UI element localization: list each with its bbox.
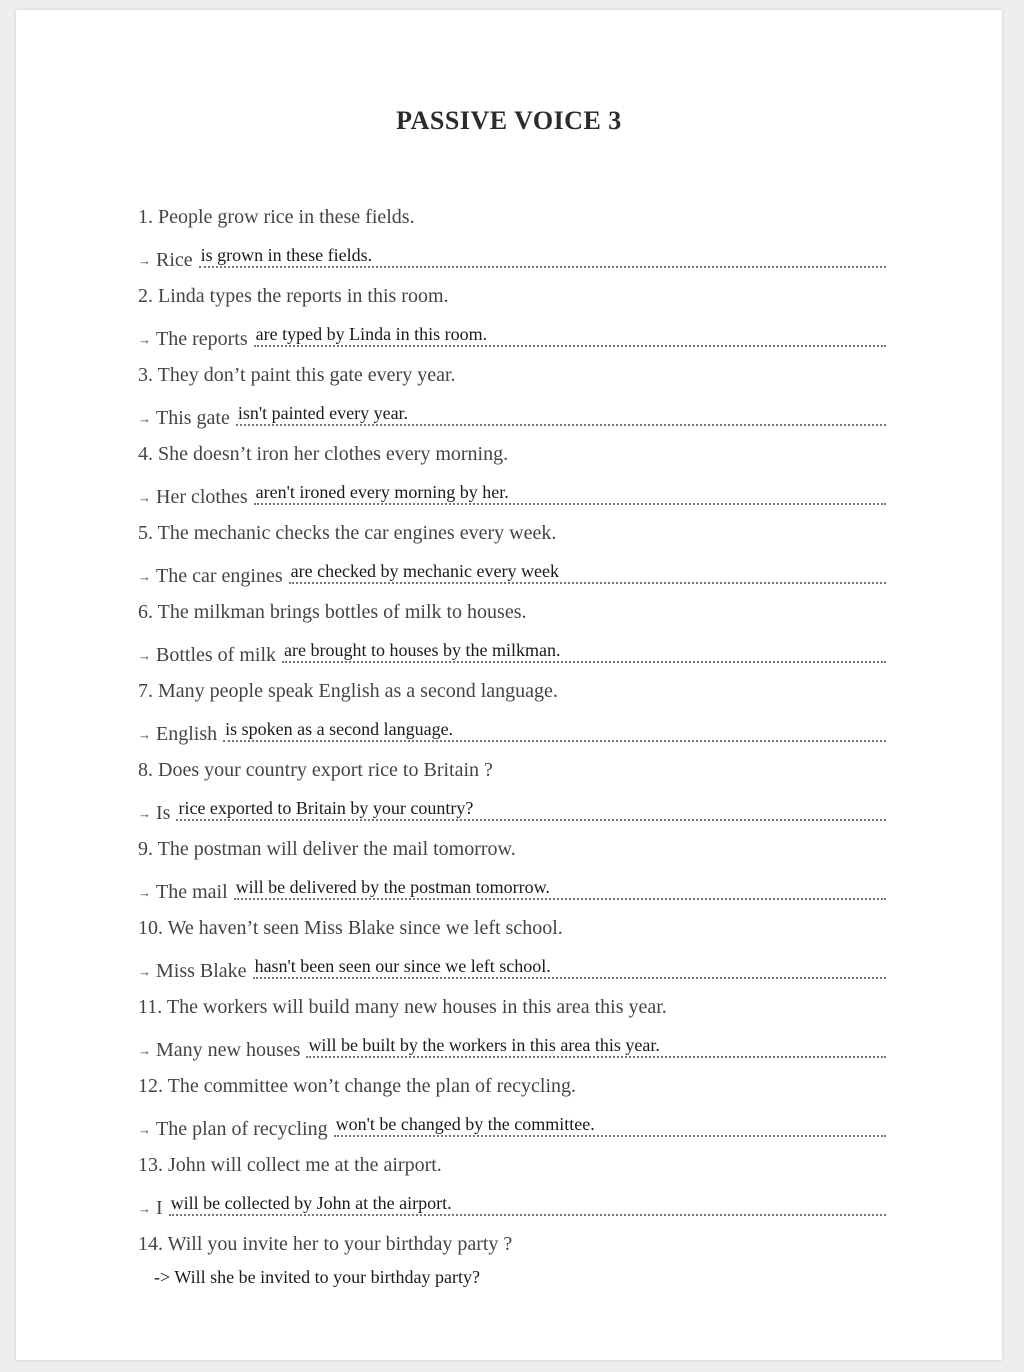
- question-text: 10. We haven’t seen Miss Blake since we left school.: [138, 917, 563, 939]
- filled-answer: are typed by Linda in this room.: [255, 324, 488, 344]
- filled-answer: is spoken as a second language.: [225, 719, 454, 739]
- answer-blank[interactable]: [223, 714, 886, 742]
- answer-blank[interactable]: [176, 793, 886, 821]
- exercise-list: [138, 200, 888, 1306]
- arrow-icon: →: [138, 1122, 151, 1137]
- answer-line: [138, 797, 886, 825]
- worksheet-page: [16, 10, 1002, 1360]
- answer-line: [138, 560, 886, 588]
- answer-line: [138, 876, 886, 904]
- question-text: 3. They don’t paint this gate every year.: [138, 364, 456, 386]
- answer-line: [138, 1192, 886, 1220]
- answer-lead: Many new houses: [156, 1039, 301, 1061]
- arrow-icon: →: [138, 648, 151, 663]
- arrow-icon: →: [138, 964, 151, 979]
- exercise-item: [138, 990, 888, 1069]
- exercise-item: [138, 200, 888, 279]
- filled-answer: will be built by the workers in this area this year.: [308, 1035, 660, 1055]
- answer-blank[interactable]: [334, 1109, 886, 1137]
- filled-answer: are checked by mechanic every week: [290, 561, 559, 581]
- arrow-icon: →: [138, 885, 151, 900]
- exercise-item: [138, 911, 888, 990]
- arrow-icon: →: [138, 332, 151, 347]
- filled-answer: aren't ironed every morning by her.: [255, 482, 509, 502]
- answer-blank[interactable]: [254, 477, 886, 505]
- answer-line: [138, 1113, 886, 1141]
- answer-lead: The reports: [156, 328, 248, 350]
- answer-blank[interactable]: [236, 398, 886, 426]
- answer-lead: The plan of recycling: [156, 1118, 328, 1140]
- answer-line: [138, 955, 886, 983]
- answer-lead: The mail: [156, 881, 228, 903]
- answer-line: [138, 244, 886, 272]
- filled-answer: will be delivered by the postman tomorrow.: [235, 877, 550, 897]
- exercise-item: [138, 1069, 888, 1148]
- answer-line: [138, 718, 886, 746]
- answer-lead: The car engines: [156, 565, 283, 587]
- answer-lead: Bottles of milk: [156, 644, 276, 666]
- question-text: 9. The postman will deliver the mail tomorrow.: [138, 838, 516, 860]
- question-text: 12. The committee won’t change the plan of recycling.: [138, 1075, 577, 1097]
- answer-lead: This gate: [156, 407, 230, 429]
- answer-lead: English: [156, 723, 218, 745]
- answer-blank[interactable]: [289, 556, 886, 584]
- question-text: 5. The mechanic checks the car engines every week.: [138, 522, 557, 544]
- arrow-icon: →: [138, 569, 151, 584]
- answer-blank[interactable]: [282, 635, 886, 663]
- filled-answer: isn't painted every year.: [237, 403, 409, 423]
- exercise-item: [138, 1227, 888, 1306]
- answer-blank[interactable]: [199, 240, 886, 268]
- question-text: 11. The workers will build many new houses in this area this year.: [138, 996, 667, 1018]
- arrow-icon: →: [138, 806, 151, 821]
- question-text: 1. People grow rice in these fields.: [138, 206, 415, 228]
- arrow-icon: →: [138, 1043, 151, 1058]
- filled-answer: hasn't been seen our since we left school.: [254, 956, 551, 976]
- answer-lead: Miss Blake: [156, 960, 247, 982]
- answer-blank[interactable]: [254, 319, 886, 347]
- exercise-item: [138, 358, 888, 437]
- page-title: PASSIVE VOICE 3: [396, 106, 622, 135]
- answer-blank[interactable]: [253, 951, 886, 979]
- arrow-icon: →: [138, 411, 151, 426]
- question-text: 14. Will you invite her to your birthday party ?: [138, 1233, 513, 1255]
- question-text: 7. Many people speak English as a second language.: [138, 680, 558, 702]
- arrow-icon: →: [138, 1201, 151, 1216]
- exercise-item: [138, 279, 888, 358]
- answer-lead: I: [156, 1197, 163, 1219]
- answer-lead: Rice: [156, 249, 193, 271]
- filled-answer: -> Will she be invited to your birthday party?: [154, 1267, 481, 1287]
- arrow-icon: →: [138, 727, 151, 742]
- arrow-icon: →: [138, 490, 151, 505]
- question-text: 8. Does your country export rice to Britain ?: [138, 759, 493, 781]
- answer-line: [138, 1034, 886, 1062]
- answer-line: [138, 639, 886, 667]
- exercise-item: [138, 516, 888, 595]
- exercise-item: [138, 595, 888, 674]
- exercise-item: [138, 753, 888, 832]
- arrow-icon: →: [138, 253, 151, 268]
- filled-answer: are brought to houses by the milkman.: [284, 640, 561, 660]
- question-text: 2. Linda types the reports in this room.: [138, 285, 449, 307]
- filled-answer: won't be changed by the committee.: [335, 1114, 595, 1134]
- answer-blank[interactable]: [169, 1188, 886, 1216]
- answer-blank[interactable]: [306, 1030, 886, 1058]
- answer-lead: Is: [156, 802, 171, 824]
- answer-line: [138, 402, 886, 430]
- exercise-item: [138, 437, 888, 516]
- answer-line: [138, 481, 886, 509]
- filled-answer: is grown in these fields.: [200, 245, 373, 265]
- exercise-item: [138, 674, 888, 753]
- filled-answer: rice exported to Britain by your country?: [178, 798, 474, 818]
- question-text: 4. She doesn’t iron her clothes every morning.: [138, 443, 509, 465]
- question-text: 6. The milkman brings bottles of milk to houses.: [138, 601, 527, 623]
- filled-answer: will be collected by John at the airport.: [170, 1193, 452, 1213]
- answer-blank[interactable]: [234, 872, 886, 900]
- question-text: 13. John will collect me at the airport.: [138, 1154, 442, 1176]
- exercise-item: [138, 1148, 888, 1227]
- answer-lead: Her clothes: [156, 486, 248, 508]
- exercise-item: [138, 832, 888, 911]
- answer-line: [138, 323, 886, 351]
